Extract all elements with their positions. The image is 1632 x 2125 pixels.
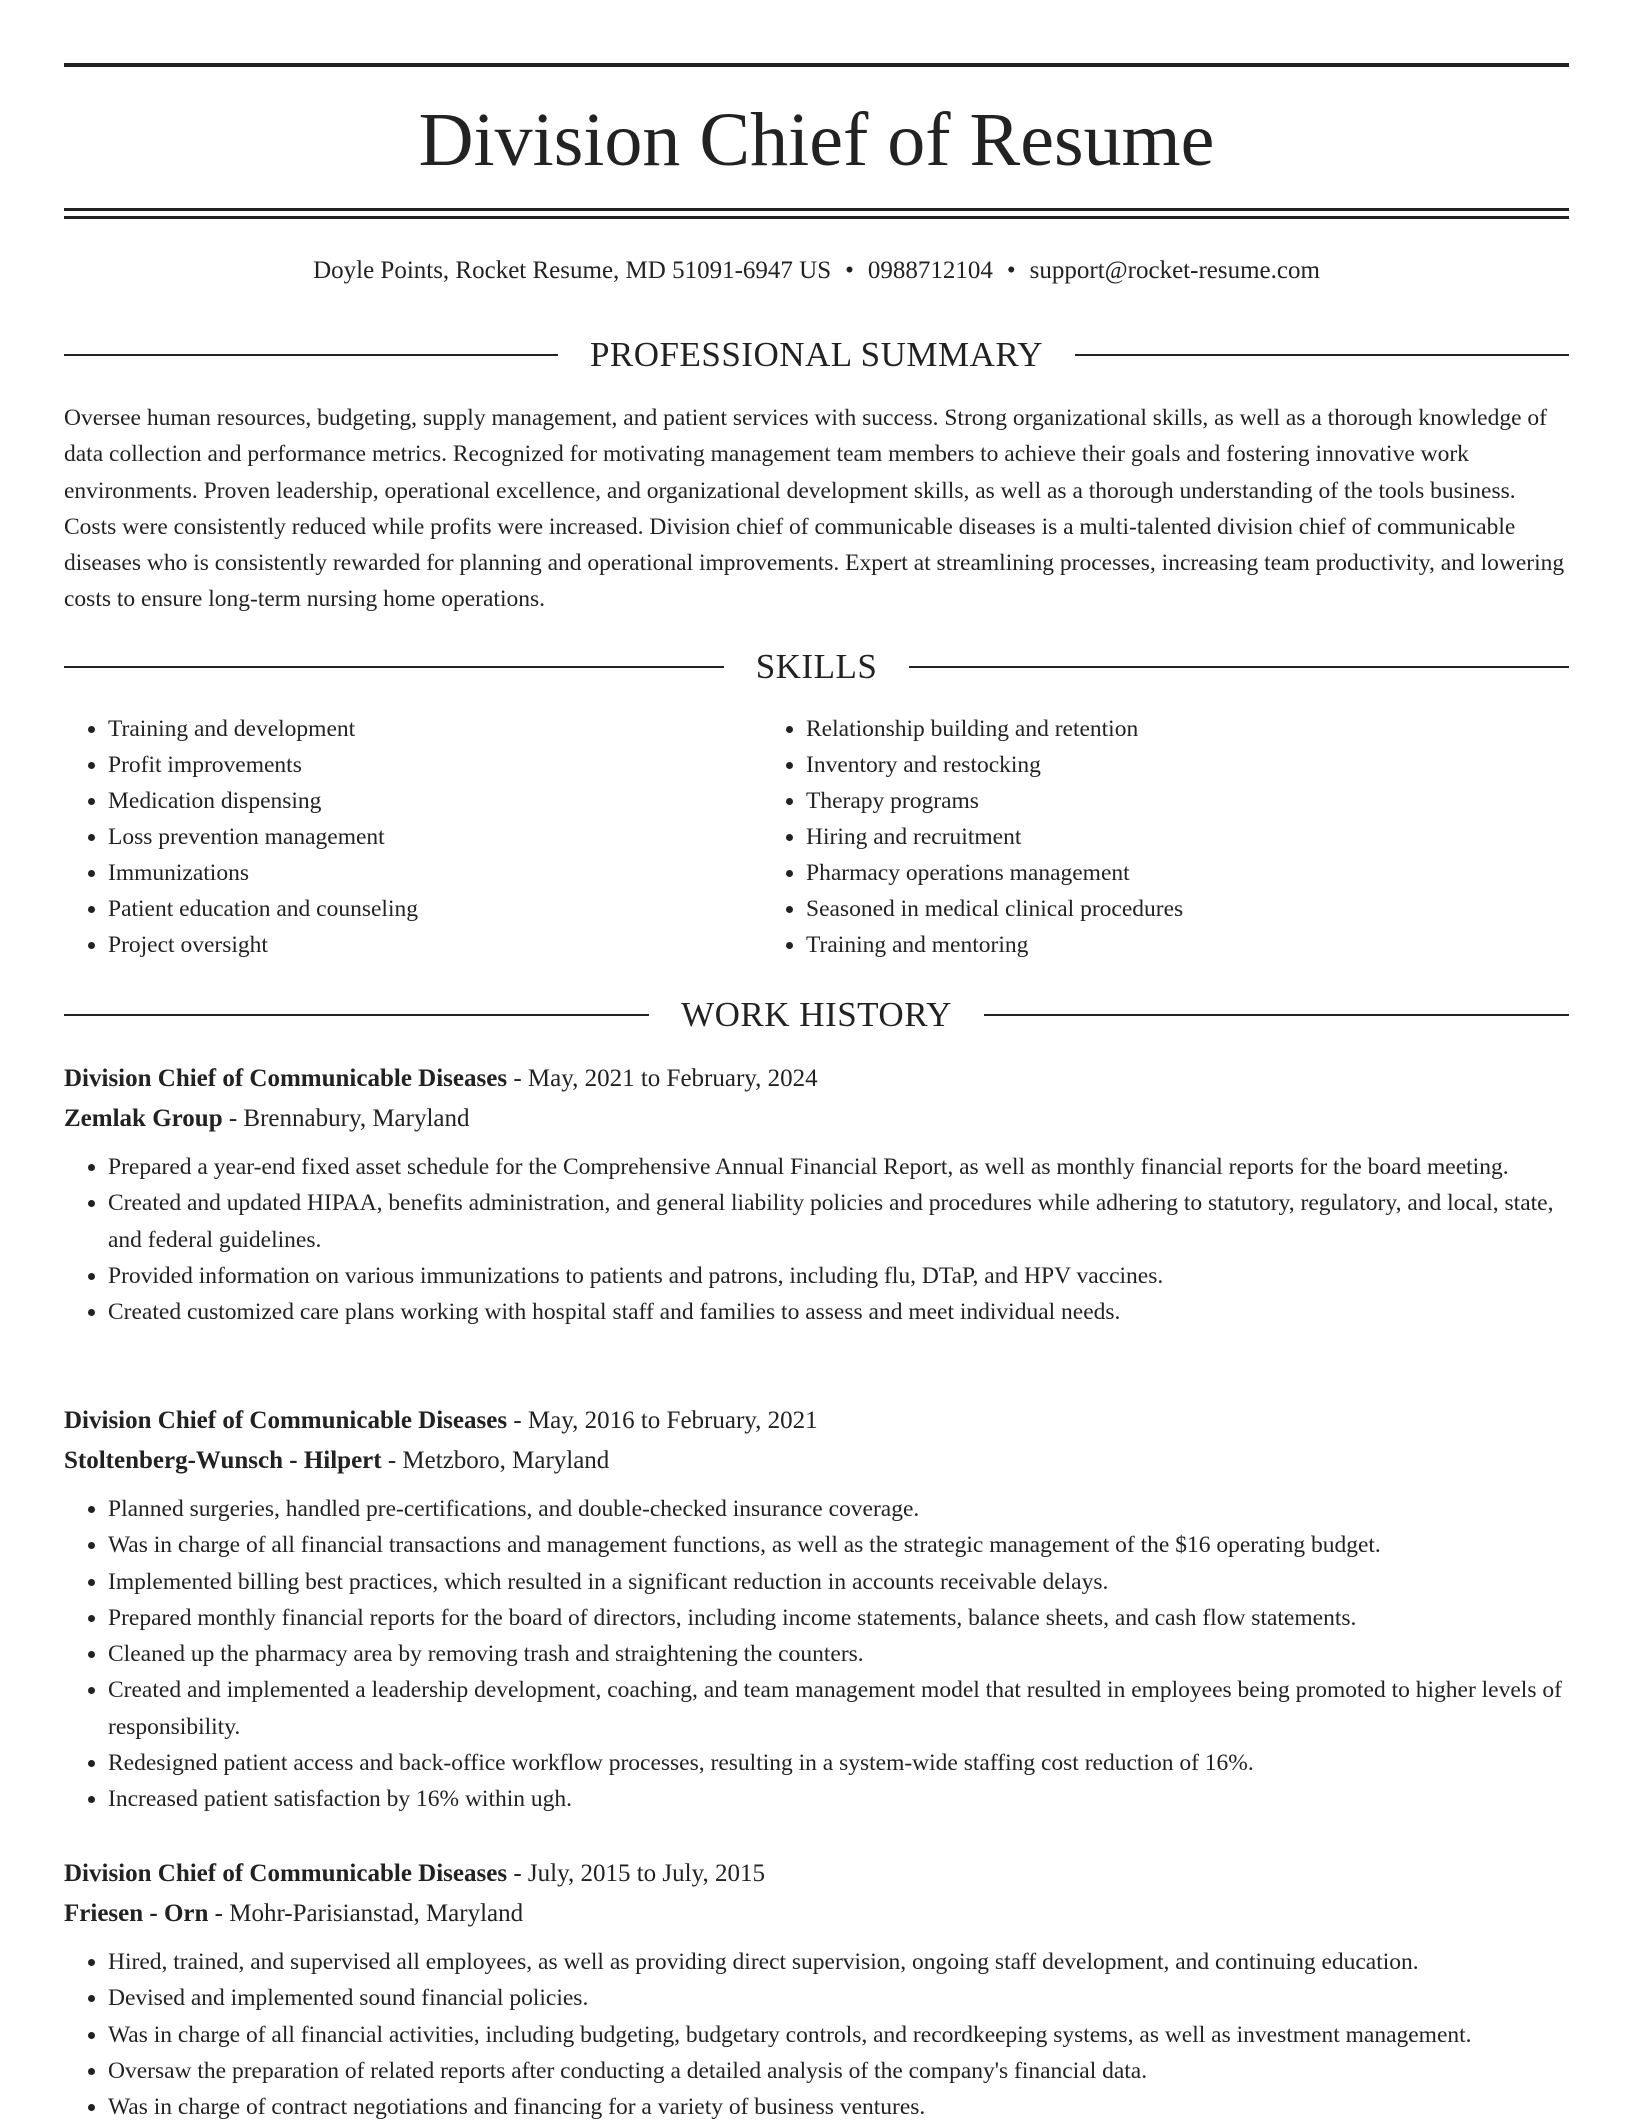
job-bullet: • Oversaw the preparation of related reports after conducting a detailed analysis of the company's financial data. [108, 2053, 1569, 2089]
contact-line [64, 254, 1569, 288]
skill-item: • Inventory and restocking [806, 747, 1569, 783]
job-company: Stoltenberg-Wunsch - Hilpert [64, 1447, 382, 1474]
job-company: Zemlak Group [64, 1105, 223, 1132]
contact-address: Doyle Points, Rocket Resume, MD 51091-6947 US [313, 257, 832, 284]
job-dates: July, 2015 to July, 2015 [527, 1860, 765, 1887]
title-rule-lower [64, 216, 1569, 219]
heading-rule-left [64, 666, 724, 668]
summary-text: Oversee human resources, budgeting, supply management, and patient services with success. Strong organizational skills, as well as a thorough knowledge of data collection and performance metrics. Recognized for motivating management team members to achieve their goals and fostering innovative work environments. Proven leadership, operational excellence, and organizational development skills, as well as a thorough understanding of the tools business. Costs were consistently reduced while profits were increased. Division chief of communicable diseases is a multi-talented division chief of communicable diseases who is consistently rewarded for planning and operational improvements. Expert at streamlining processes, increasing team productivity, and lowering costs to ensure long-term nursing home operations. [64, 405, 1565, 613]
job-bullet: • Created and implemented a leadership development, coaching, and team management model that resulted in employees being promoted to higher levels of responsibility. [108, 1672, 1569, 1745]
resume-title: Division Chief of Resume [418, 98, 1215, 182]
skill-item: • Hiring and recruitment [806, 819, 1569, 855]
skills-heading-label: SKILLS [755, 647, 878, 686]
job-bullets [64, 1944, 1569, 2125]
job-bullet: • Increased patient satisfaction by 16% within ugh. [108, 1781, 1569, 1817]
job-bullet: • Was in charge of all financial transactions and management functions, as well as the strategic management of the $16 operating budget. [108, 1527, 1569, 1563]
job-location: Metzboro, Maryland [402, 1447, 610, 1474]
job-title-line: Division Chief of Communicable Diseases - July, 2015 to July, 2015 [64, 1860, 765, 1887]
contact-separator: • [845, 257, 854, 284]
job-entry [64, 1854, 1569, 2125]
work-heading [64, 993, 1569, 1037]
job-dates: May, 2021 to February, 2024 [527, 1065, 818, 1092]
job-bullet: • Was in charge of contract negotiations and financing for a variety of business ventures. [108, 2089, 1569, 2125]
job-entry [64, 1059, 1569, 1330]
skills-column-right [762, 711, 1569, 963]
job-bullets [64, 1491, 1569, 1818]
job-bullet: • Hired, trained, and supervised all employees, as well as providing direct supervision, ongoing staff development, and continuing education. [108, 1944, 1569, 1980]
job-location: Mohr-Parisianstad, Maryland [229, 1900, 524, 1927]
skills-heading [64, 645, 1569, 689]
job-bullet: • Was in charge of all financial activities, including budgeting, budgetary controls, and recordkeeping systems, as well as investment management. [108, 2017, 1569, 2053]
job-bullet: • Created customized care plans working with hospital staff and families to assess and meet individual needs. [108, 1294, 1569, 1330]
job-entry [64, 1401, 1569, 1818]
skill-item: • Patient education and counseling [108, 891, 762, 927]
job-bullet: • Provided information on various immunizations to patients and patrons, including flu, DTaP, and HPV vaccines. [108, 1258, 1569, 1294]
summary-heading [64, 333, 1569, 377]
heading-rule-right [984, 1014, 1569, 1016]
skill-item: • Immunizations [108, 855, 762, 891]
job-bullets [64, 1149, 1569, 1330]
job-title: Division Chief of Communicable Diseases [64, 1407, 508, 1434]
job-company: Friesen - Orn [64, 1900, 209, 1927]
skills-list [64, 711, 1569, 963]
summary-heading-label: PROFESSIONAL SUMMARY [589, 335, 1044, 374]
job-bullet: • Created and updated HIPAA, benefits administration, and general liability policies and procedures while adhering to statutory, regulatory, and local, state, and federal guidelines. [108, 1185, 1569, 1258]
job-company-line: Zemlak Group - Brennabury, Maryland [64, 1105, 470, 1132]
skill-item: • Loss prevention management [108, 819, 762, 855]
skill-item: • Training and mentoring [806, 927, 1569, 963]
job-location: Brennabury, Maryland [243, 1105, 470, 1132]
job-title-line: Division Chief of Communicable Diseases - May, 2021 to February, 2024 [64, 1065, 818, 1092]
work-heading-label: WORK HISTORY [681, 995, 952, 1034]
skill-item: • Relationship building and retention [806, 711, 1569, 747]
skill-item: • Medication dispensing [108, 783, 762, 819]
job-bullet: • Implemented billing best practices, which resulted in a significant reduction in accounts receivable delays. [108, 1564, 1569, 1600]
contact-email: support@rocket-resume.com [1029, 257, 1320, 284]
contact-separator: • [1006, 257, 1016, 284]
skill-item: • Seasoned in medical clinical procedures [806, 891, 1569, 927]
skill-item: • Profit improvements [108, 747, 762, 783]
heading-rule-left [64, 354, 558, 356]
job-company-line: Friesen - Orn - Mohr-Parisianstad, Maryland [64, 1900, 524, 1927]
heading-rule-left [64, 1014, 649, 1016]
skill-item: • Pharmacy operations management [806, 855, 1569, 891]
contact-phone: 0988712104 [867, 257, 993, 284]
job-bullet: • Prepared monthly financial reports for the board of directors, including income statements, balance sheets, and cash flow statements. [108, 1600, 1569, 1636]
skill-item: • Training and development [108, 711, 762, 747]
job-bullet: • Planned surgeries, handled pre-certifications, and double-checked insurance coverage. [108, 1491, 1569, 1527]
top-rule [64, 63, 1569, 67]
heading-rule-right [1075, 354, 1569, 356]
job-company-line: Stoltenberg-Wunsch - Hilpert - Metzboro, Maryland [64, 1447, 610, 1474]
skills-column-left [64, 711, 762, 963]
skill-item: • Therapy programs [806, 783, 1569, 819]
job-title: Division Chief of Communicable Diseases [64, 1860, 508, 1887]
job-bullet: • Redesigned patient access and back-office workflow processes, resulting in a system-wide staffing cost reduction of 16%. [108, 1745, 1569, 1781]
job-bullet: • Devised and implemented sound financial policies. [108, 1980, 1569, 2016]
job-title-line: Division Chief of Communicable Diseases - May, 2016 to February, 2021 [64, 1407, 818, 1434]
job-dates: May, 2016 to February, 2021 [527, 1407, 818, 1434]
job-bullet: • Cleaned up the pharmacy area by removing trash and straightening the counters. [108, 1636, 1569, 1672]
job-bullet: • Prepared a year-end fixed asset schedule for the Comprehensive Annual Financial Report, as well as monthly financial reports for the board meeting. [108, 1149, 1569, 1185]
job-title: Division Chief of Communicable Diseases [64, 1065, 508, 1092]
title-rule-upper [64, 208, 1569, 211]
heading-rule-right [909, 666, 1569, 668]
skill-item: • Project oversight [108, 927, 762, 963]
